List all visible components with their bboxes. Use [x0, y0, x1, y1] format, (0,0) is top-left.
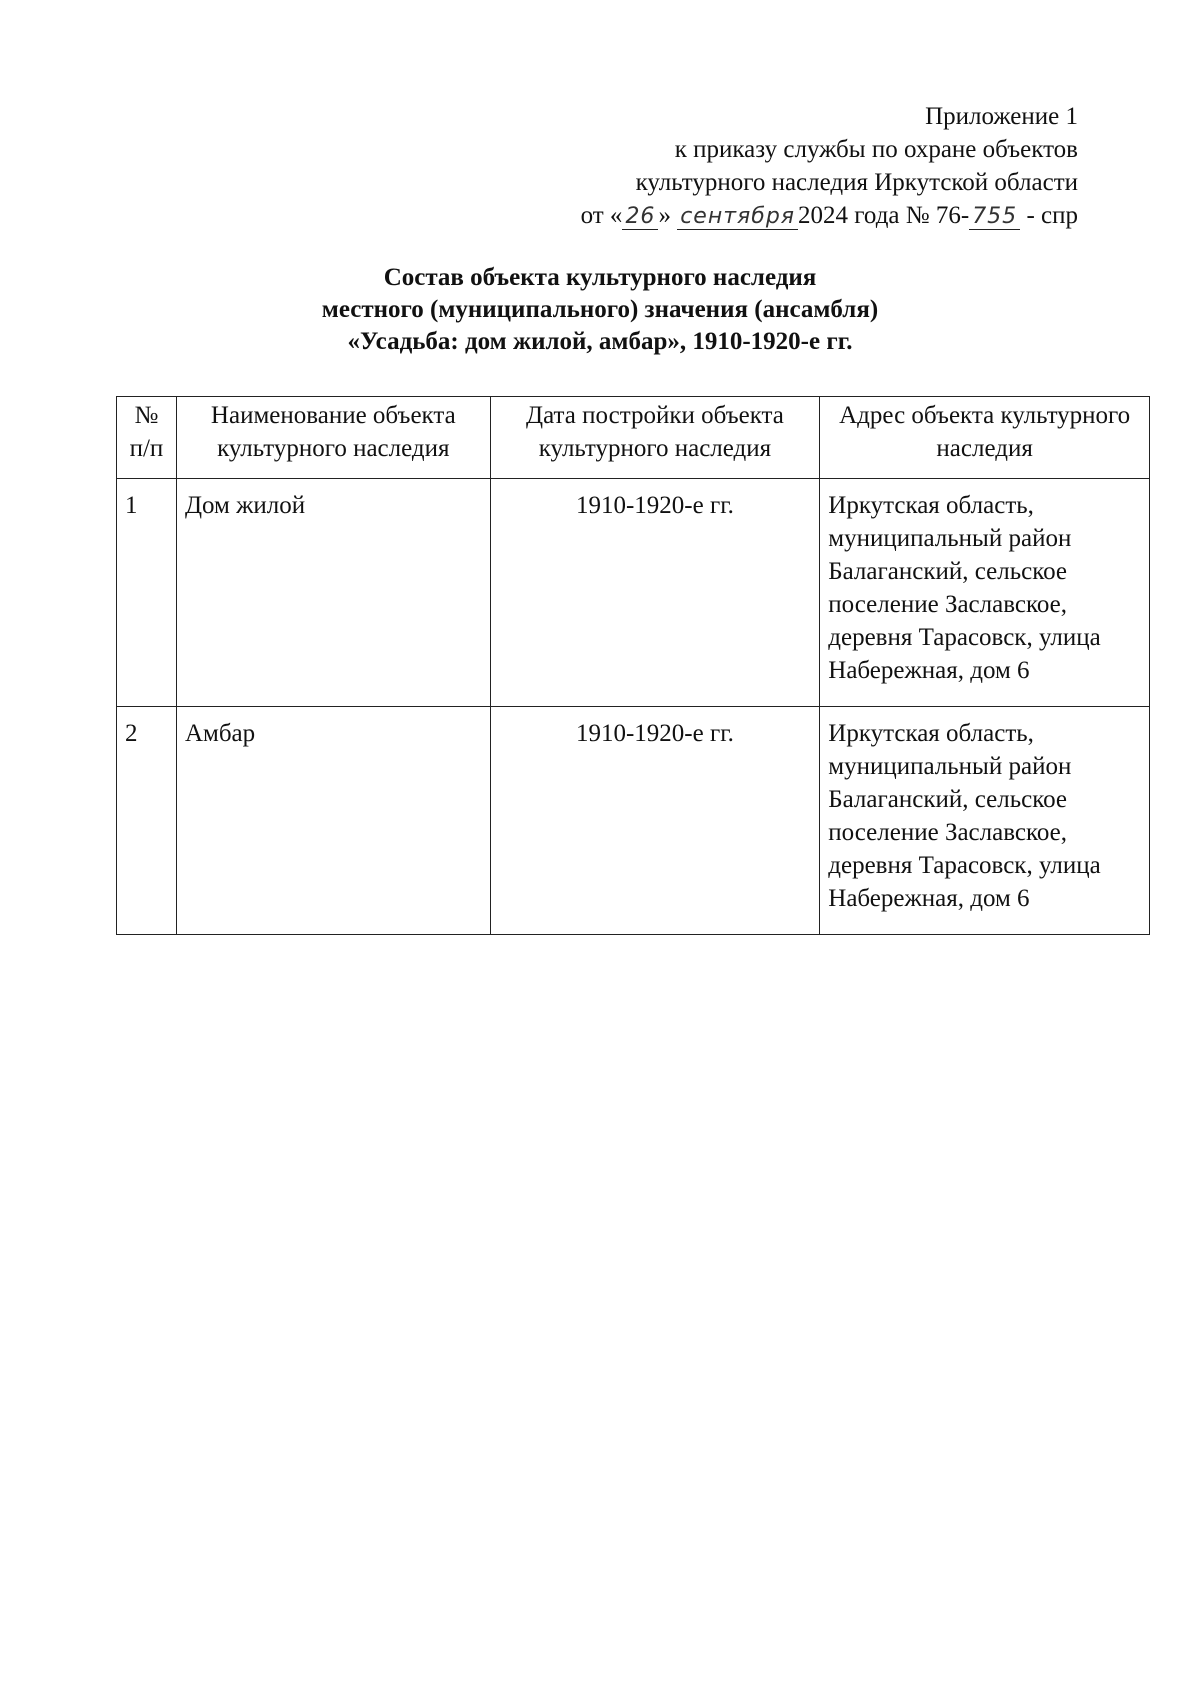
document-title [0, 262, 1200, 358]
cell-name: Амбар [176, 707, 490, 935]
header-name: Наименование объекта культурного наследия [176, 397, 490, 479]
appendix-authority: культурного наследия Иркутской области [635, 169, 1078, 196]
header-number: № п/п [117, 397, 177, 479]
table-header-row [117, 397, 1150, 479]
appendix-order-ref: к приказу службы по охране объектов [674, 136, 1078, 163]
handwritten-month: сентября [677, 204, 798, 230]
header-address: Адрес объекта культурного наследия [820, 397, 1150, 479]
title-line-3: «Усадьба: дом жилой, амбар», 1910-1920-е гг. [347, 328, 853, 355]
cell-address: Иркутская область, муниципальный район Балаганский, сельское поселение Заславское, деревня Тарасовск, улица Набережная, дом 6 [820, 479, 1150, 707]
appendix-block [581, 100, 1078, 233]
appendix-date-line [581, 199, 1078, 233]
date-prefix: от « [580, 202, 623, 229]
appendix-title: Приложение 1 [925, 103, 1078, 130]
title-line-1: Состав объекта культурного наследия [383, 264, 817, 291]
handwritten-day: 26 [622, 204, 658, 230]
cell-name: Дом жилой [176, 479, 490, 707]
table-row [117, 707, 1150, 935]
cell-number: 1 [117, 479, 177, 707]
cell-number: 2 [117, 707, 177, 935]
cell-date: 1910-1920-е гг. [490, 479, 820, 707]
table-row [117, 479, 1150, 707]
handwritten-order-number: 755 [969, 204, 1020, 230]
date-mid: » [658, 202, 671, 229]
header-date: Дата постройки объекта культурного наследия [490, 397, 820, 479]
cell-date: 1910-1920-е гг. [490, 707, 820, 935]
heritage-table [116, 396, 1150, 935]
title-line-2: местного (муниципального) значения (ансамбля) [321, 296, 879, 323]
order-suffix: - спр [1020, 202, 1078, 229]
date-suffix: 2024 года № 76- [798, 202, 970, 229]
cell-address: Иркутская область, муниципальный район Балаганский, сельское поселение Заславское, деревня Тарасовск, улица Набережная, дом 6 [820, 707, 1150, 935]
